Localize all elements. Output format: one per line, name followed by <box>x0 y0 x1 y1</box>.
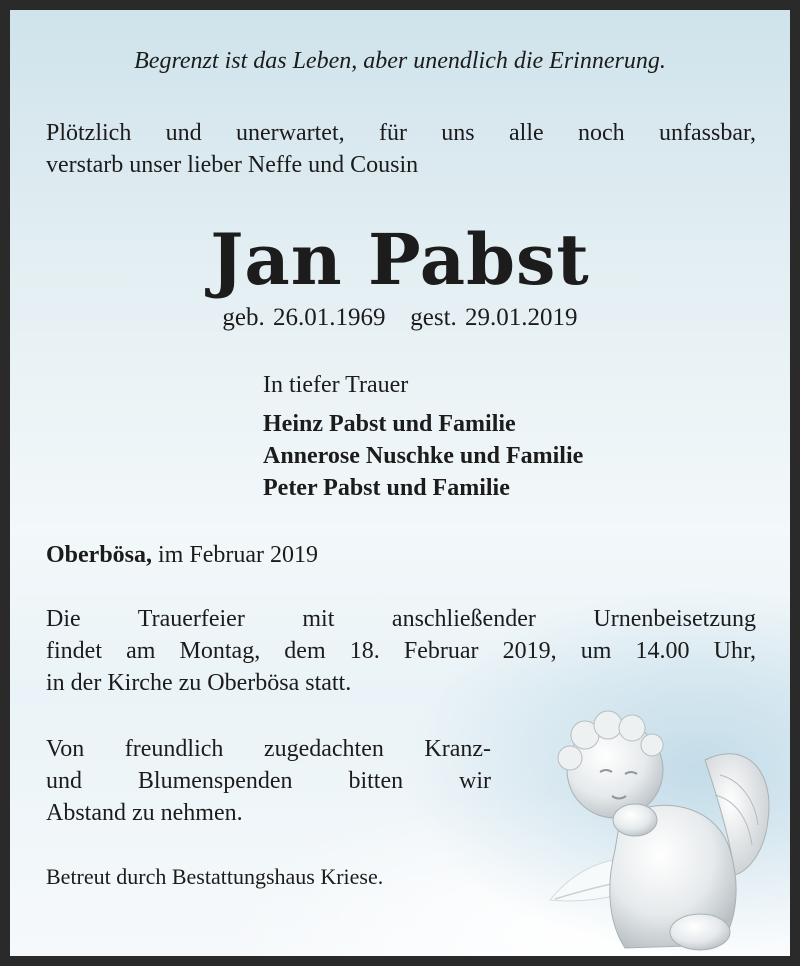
cherub-angel-image <box>530 700 780 956</box>
service-line-2: findet am Montag, dem 18. Februar 2019, um 14.00 Uhr, <box>46 638 756 664</box>
flowers-line-1: Von freundlich zugedachten Kranz- <box>46 736 491 762</box>
service-line-1: Die Trauerfeier mit anschließender Urnenbeisetzung <box>46 606 756 632</box>
flowers-line-2: und Blumenspenden bitten wir <box>46 768 491 794</box>
intro-line-1: Plötzlich und unerwartet, für uns alle noch unfassbar, <box>46 120 756 146</box>
mourner-1: Heinz Pabst und Familie <box>263 411 516 437</box>
funeral-home: Betreut durch Bestattungshaus Kriese. <box>46 864 384 889</box>
life-dates <box>10 304 790 332</box>
mourner-3: Peter Pabst und Familie <box>263 475 510 501</box>
mourning-intro: In tiefer Trauer <box>263 372 409 398</box>
place-date <box>46 542 318 569</box>
motto: Begrenzt ist das Leben, aber unendlich die Erinnerung. <box>134 48 666 74</box>
intro-line-2: verstarb unser lieber Neffe und Cousin <box>46 152 419 178</box>
death-date: gest. 29.01.2019 <box>410 304 578 331</box>
deceased-name: Jan Pabst <box>210 218 590 301</box>
place-name: Oberbösa, <box>46 542 153 568</box>
flowers-line-3: Abstand zu nehmen. <box>46 800 243 826</box>
birth-date: geb. 26.01.1969 <box>222 304 386 331</box>
month-year: im Februar 2019 <box>158 542 318 568</box>
service-line-3: in der Kirche zu Oberbösa statt. <box>46 670 352 696</box>
mourner-2: Annerose Nuschke und Familie <box>263 443 584 469</box>
